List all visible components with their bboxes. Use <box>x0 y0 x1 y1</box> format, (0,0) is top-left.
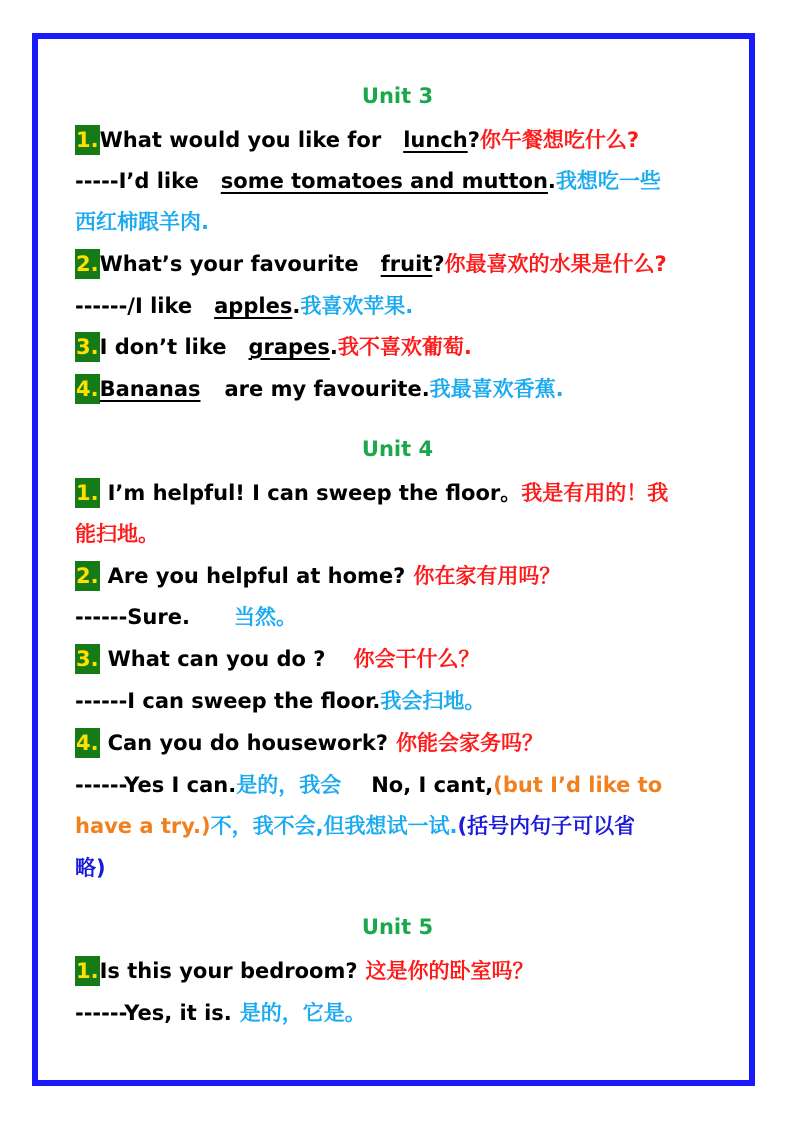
chinese-translation: 我想吃一些 <box>555 169 661 193</box>
chinese-translation: 是的，我会 <box>236 773 342 797</box>
unit-3-heading: Unit 3 <box>361 84 434 108</box>
underlined-answer: fruit <box>380 252 433 276</box>
underlined-answer: lunch <box>403 128 468 152</box>
unit4-sentence-3 <box>75 644 735 674</box>
chinese-translation: 这是你的卧室吗？ <box>365 959 534 983</box>
unit3-reply-2 <box>75 291 735 321</box>
unit4-sentence-1-cont <box>75 519 735 549</box>
chinese-translation: 不，我不会,但我想试一试. <box>210 814 458 838</box>
unit3-reply-1 <box>75 166 735 196</box>
unit4-sentence-4 <box>75 728 735 758</box>
english-text: Is this your bedroom? <box>99 959 358 983</box>
chinese-translation: 我不喜欢葡萄. <box>337 335 472 359</box>
item-number: 1. <box>75 125 100 155</box>
unit5-reply-1 <box>75 998 735 1028</box>
note-text: (括号内句子可以省 <box>457 814 636 838</box>
chinese-translation: 我是有用的！我 <box>521 481 669 505</box>
english-text: What’s your favourite <box>99 252 359 276</box>
unit3-sentence-4 <box>75 374 735 404</box>
chinese-translation: 你在家有用吗？ <box>413 564 561 588</box>
unit-5-heading: Unit 5 <box>361 915 434 939</box>
unit5-sentence-1 <box>75 956 735 986</box>
english-text: ------Yes I can. <box>75 773 237 797</box>
unit4-reply-4-cont <box>75 811 735 841</box>
english-text: -----I’d like <box>75 169 199 193</box>
underlined-answer: grapes <box>248 335 330 359</box>
unit4-sentence-1 <box>75 478 735 508</box>
english-text: ------Sure. <box>75 605 190 629</box>
english-text: What can you do ? <box>107 647 326 671</box>
unit-4-heading: Unit 4 <box>361 437 434 461</box>
unit3-sentence-1 <box>75 125 735 155</box>
chinese-translation: 西红柿跟羊肉. <box>75 210 209 234</box>
unit3-sentence-2 <box>75 249 735 279</box>
chinese-translation: 我喜欢苹果. <box>300 294 414 318</box>
chinese-translation: 你能会家务吗？ <box>396 731 543 755</box>
english-text: ------I can sweep the floor. <box>75 689 381 713</box>
english-text: ------Yes, it is. <box>75 1001 232 1025</box>
item-number: 2. <box>75 249 100 279</box>
english-text: What would you like for <box>99 128 382 152</box>
chinese-translation: 我会扫地。 <box>380 689 486 713</box>
unit4-reply-2 <box>75 602 735 632</box>
item-number: 4. <box>75 728 100 758</box>
punctuation: ? <box>467 128 480 152</box>
item-number: 2. <box>75 561 100 591</box>
underlined-answer: Bananas <box>99 377 201 401</box>
unit4-reply-4 <box>75 770 735 800</box>
punctuation: ? <box>432 252 445 276</box>
unit4-sentence-2 <box>75 561 735 591</box>
unit3-sentence-3 <box>75 332 735 362</box>
chinese-translation: 是的，它是。 <box>239 1001 366 1025</box>
unit4-reply-4-cont2 <box>75 853 735 883</box>
optional-english-text: (but I’d like to <box>493 773 663 797</box>
english-text: are my favourite. <box>224 377 430 401</box>
underlined-answer: apples <box>214 294 293 318</box>
english-text: I don’t like <box>99 335 227 359</box>
english-text: I’m helpful! I can sweep the floor。 <box>107 481 522 505</box>
chinese-translation: 当然。 <box>233 605 297 629</box>
chinese-translation: 能扫地。 <box>75 522 159 546</box>
chinese-translation: 你最喜欢的水果是什么? <box>444 252 667 276</box>
english-text: No, I cant, <box>371 773 494 797</box>
item-number: 4. <box>75 374 100 404</box>
item-number: 3. <box>75 332 100 362</box>
item-number: 3. <box>75 644 100 674</box>
item-number: 1. <box>75 478 100 508</box>
optional-english-text: have a try.) <box>75 814 211 838</box>
punctuation: . <box>292 294 301 318</box>
english-text: Are you helpful at home? <box>107 564 406 588</box>
underlined-answer: some tomatoes and mutton <box>220 169 548 193</box>
punctuation: . <box>547 169 556 193</box>
unit4-reply-3 <box>75 686 735 716</box>
item-number: 1. <box>75 956 100 986</box>
english-text: Can you do housework? <box>107 731 388 755</box>
chinese-translation: 你会干什么？ <box>353 647 480 671</box>
chinese-translation: 你午餐想吃什么? <box>479 128 640 152</box>
chinese-translation: 我最喜欢香蕉. <box>429 377 564 401</box>
unit3-reply-1-cont <box>75 207 735 237</box>
note-text: 略) <box>75 856 106 880</box>
english-text: ------/I like <box>75 294 193 318</box>
punctuation: . <box>329 335 338 359</box>
